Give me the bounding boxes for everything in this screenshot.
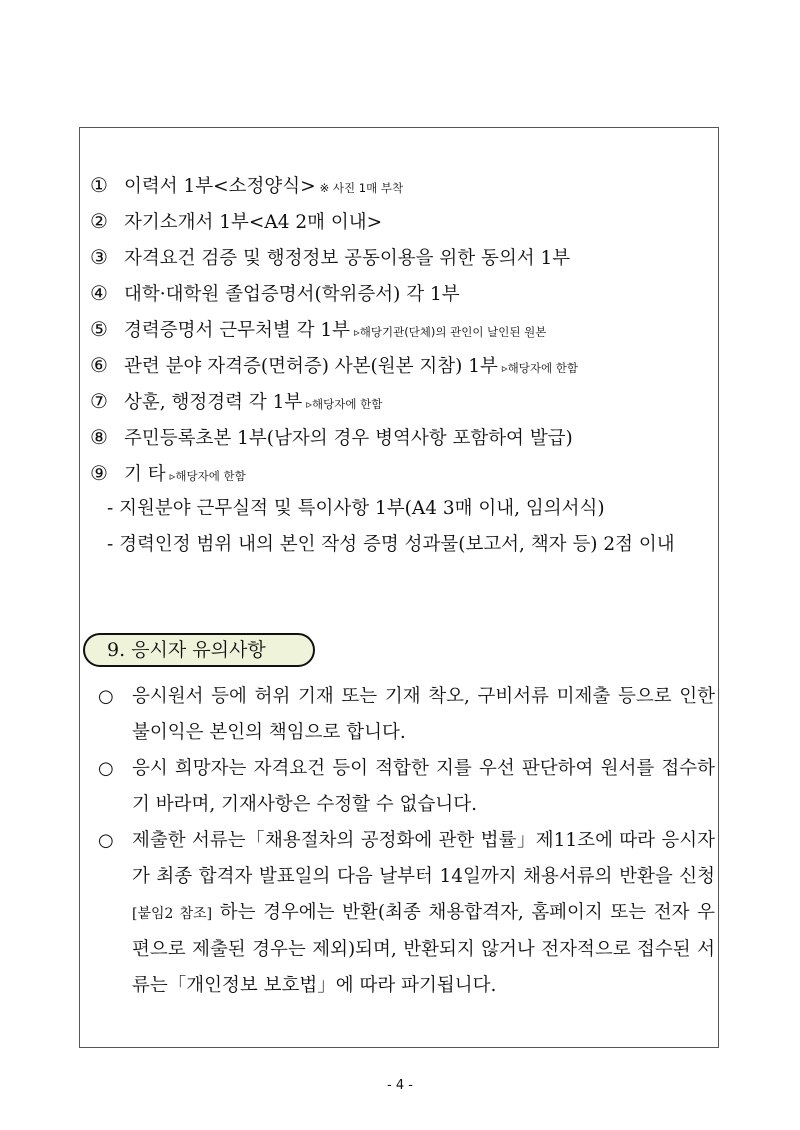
- paragraph-text-pre: 제출한 서류는「채용절차의 공정화에 관한 법률」제11조에 따라 응시자가 최종 합격자 발표일의 다음 날부터 14일까지 채용서류의 반환을 신청: [132, 830, 715, 887]
- bullet-circle-icon: ○: [98, 758, 114, 779]
- list-item: [90, 170, 403, 200]
- bullet-circle-icon: ○: [98, 830, 114, 851]
- list-item: [90, 314, 546, 344]
- item-note: ▹해당기관(단체)의 관인이 날인된 원본: [354, 325, 547, 339]
- bullet-circle-icon: ○: [98, 686, 114, 707]
- item-number: ④: [90, 281, 108, 305]
- item-note: ▹해당자에 한함: [306, 397, 383, 411]
- item-number: ⑧: [90, 425, 108, 449]
- item-number: ⑤: [90, 317, 108, 341]
- paragraph-text: 응시 희망자는 자격요건 등이 적합한 지를 우선 판단하여 원서를 접수하기 바라며, 기재사항은 수정할 수 없습니다.: [132, 758, 715, 815]
- section-title: 9. 응시자 유의사항: [83, 633, 315, 667]
- item-text: 이력서 1부<소정양식>: [124, 176, 316, 197]
- page-number: - 4 -: [387, 1078, 413, 1093]
- paragraph-text-post: 하는 경우에는 반환(최종 채용합격자, 홈페이지 또는 전자 우편으로 제출된 경우는 제외)되며, 반환되지 않거나 전자적으로 접수된 서류는「개인정보 보호법」에 따라 파기됩니다.: [132, 902, 715, 996]
- list-item: [90, 386, 382, 416]
- list-item: [90, 458, 246, 488]
- item-text: 상훈, 행정경력 각 1부: [124, 392, 303, 413]
- item-number: ⑦: [90, 389, 108, 413]
- item-note: ▹해당자에 한함: [169, 469, 246, 483]
- item-number: ①: [90, 173, 108, 197]
- item-text: 관련 분야 자격증(면허증) 사본(원본 지참) 1부: [124, 356, 498, 377]
- item-text: 자격요건 검증 및 행정정보 공동이용을 위한 동의서 1부: [124, 248, 571, 269]
- list-item: [90, 278, 460, 308]
- sub-item: - 지원분야 근무실적 및 특이사항 1부(A4 3매 이내, 임의서식): [107, 498, 605, 519]
- item-text: 대학·대학원 졸업증명서(학위증서) 각 1부: [124, 284, 460, 305]
- notice-paragraph: [90, 751, 715, 823]
- notice-paragraph: [90, 679, 715, 751]
- notice-paragraph: [90, 823, 715, 1004]
- item-text: 경력증명서 근무처별 각 1부: [124, 320, 350, 341]
- paragraph-text: [90, 823, 715, 1004]
- item-number: ⑨: [90, 461, 108, 485]
- list-item: [90, 350, 578, 380]
- list-item: [90, 206, 382, 236]
- item-text: 자기소개서 1부<A4 2매 이내>: [124, 212, 383, 233]
- item-note: ▹해당자에 한함: [501, 361, 578, 375]
- item-number: ③: [90, 245, 108, 269]
- item-number: ⑥: [90, 353, 108, 377]
- list-item: [90, 242, 570, 272]
- item-note: ※ 사진 1매 부착: [319, 181, 404, 195]
- item-number: ②: [90, 209, 108, 233]
- paragraph-text: 응시원서 등에 허위 기재 또는 기재 착오, 구비서류 미제출 등으로 인한 불이익은 본인의 책임으로 합니다.: [132, 686, 715, 743]
- item-text: 주민등록초본 1부(남자의 경우 병역사항 포함하여 발급): [124, 428, 573, 449]
- sub-item: - 경력인정 범위 내의 본인 작성 증명 성과물(보고서, 책자 등) 2점 이내: [107, 534, 675, 555]
- item-text: 기 타: [124, 464, 166, 485]
- list-item: [90, 422, 573, 452]
- attachment-note: [붙임2 참조]: [132, 906, 213, 922]
